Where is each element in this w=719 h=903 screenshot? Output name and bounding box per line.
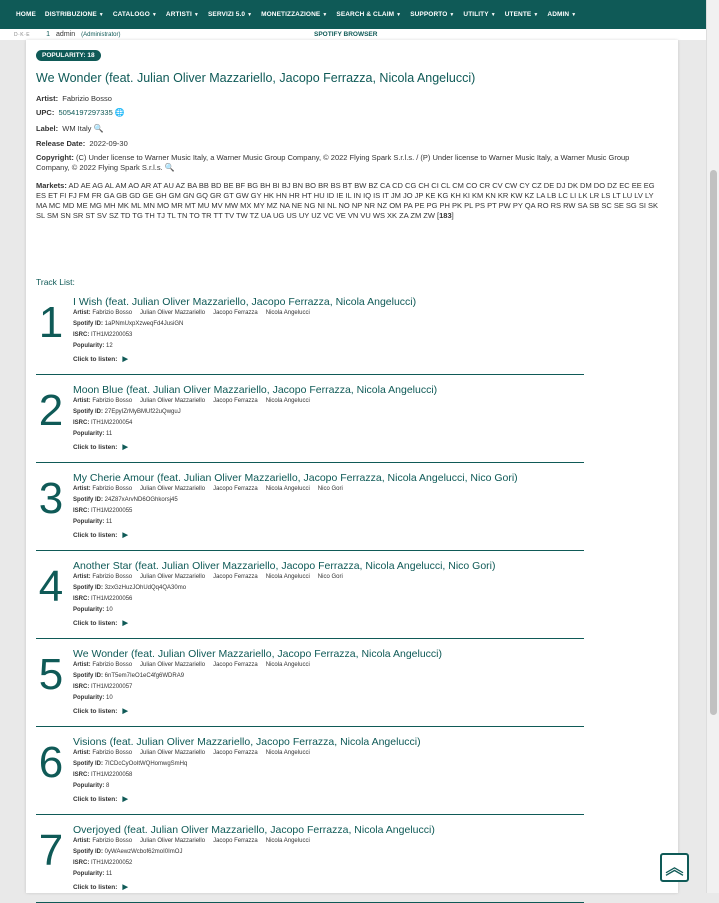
track-artist[interactable]: Jacopo Ferrazza <box>213 750 258 756</box>
track-popularity <box>73 693 442 704</box>
track-popularity-value: 12 <box>106 343 113 349</box>
track-spotify-id <box>73 583 496 594</box>
track-artist[interactable]: Julian Oliver Mazzariello <box>140 310 206 316</box>
track-artist[interactable]: Nicola Angelucci <box>265 750 310 756</box>
caret-down-icon: ▼ <box>571 12 577 18</box>
username[interactable]: admin <box>56 31 76 38</box>
track-spotify-id-label: Spotify ID: <box>73 497 103 503</box>
nav-item-label: HOME <box>16 11 36 18</box>
nav-item-label: CATALOGO <box>112 11 150 18</box>
release-label: Release Date: <box>36 139 86 148</box>
track-isrc <box>73 506 518 517</box>
track-isrc-label: ISRC: <box>73 332 90 338</box>
track-popularity-label: Popularity: <box>73 783 105 789</box>
track-spotify-id <box>73 671 442 682</box>
track-spotify-id <box>73 319 416 330</box>
album-markets-row: Markets: AD AE AG AL AM AO AR AT AU AZ BA BB BD BE BF BG BH BI BJ BN BO BR BS BT BW BZ CA CD CG CH CI CL CM CO CR CV CW CY CZ DE DJ DK DM DO DZ EC EE EG ES ET FI FJ FM FR GA GB GD GE GH GM GN GQ GR GT GW GY HK HN HR HT HU ID IE IL IN IQ IS IT JM JO JP KE KG KH KI KM KN KR KW KZ LA LB LC LI LK LR LS LT LU LV LY MA MC MD ME MG MH MK ML MN MO MR MT MU MV MW MX MY MZ NA NE NG NI NL NO NP NR NZ OM PA PE PG PH PK PL PS PT PW PY QA RO RS RW SA SB SC SE SG SI SK SL SM SN SR ST SV SZ TD TG TH TJ TL TN TO TR TT TV TW TZ UA UG US UY UZ VC VE VN VU WS XK ZA ZM ZW [183] <box>36 181 659 220</box>
track-spotify-id-label: Spotify ID: <box>73 761 103 767</box>
track-artist[interactable]: Nicola Angelucci <box>265 662 310 668</box>
track-artist[interactable]: Nicola Angelucci <box>265 574 310 580</box>
track-isrc-label: ISRC: <box>73 508 90 514</box>
track-isrc <box>73 594 496 605</box>
track-isrc <box>73 682 442 693</box>
markets-label: Markets: <box>36 181 67 190</box>
track-details <box>73 471 518 539</box>
nav-item-search-claim[interactable] <box>336 11 401 18</box>
track-title[interactable]: My Cherie Amour (feat. Julian Oliver Mazzariello, Jacopo Ferrazza, Nicola Angelucci, Nico Gori) <box>73 472 518 484</box>
top-navbar <box>0 0 706 29</box>
track-artists <box>73 660 442 671</box>
track-title[interactable]: Another Star (feat. Julian Oliver Mazzariello, Jacopo Ferrazza, Nicola Angelucci, Nico Gori) <box>73 560 496 572</box>
track-details <box>73 383 437 451</box>
track-artist[interactable]: Jacopo Ferrazza <box>213 310 258 316</box>
track-isrc-label: ISRC: <box>73 772 90 778</box>
play-icon[interactable]: ▶ <box>122 444 128 451</box>
track-popularity-value: 11 <box>106 519 113 525</box>
track-details <box>73 647 442 715</box>
track-artist[interactable]: Nicola Angelucci <box>265 310 310 316</box>
track-artists <box>73 484 518 495</box>
track-details <box>73 559 496 627</box>
track-popularity-label: Popularity: <box>73 431 105 437</box>
track-artist[interactable]: Jacopo Ferrazza <box>213 486 258 492</box>
track-popularity-value: 11 <box>106 431 113 437</box>
play-icon[interactable]: ▶ <box>122 796 128 803</box>
track-artist[interactable]: Nico Gori <box>317 574 343 580</box>
track-number: 1 <box>38 298 64 347</box>
play-icon[interactable]: ▶ <box>122 708 128 715</box>
nav-item-label: SEARCH & CLAIM <box>336 11 395 18</box>
track-popularity-label: Popularity: <box>73 343 105 349</box>
track-popularity <box>73 517 518 528</box>
markets-value: AD AE AG AL AM AO AR AT AU AZ BA BB BD BE BF BG BH BI BJ BN BO BR BS BT BW BZ CA CD CG CH CI CL CM CO CR CV CW CY CZ DE DJ DK DM DO DZ EC EE EG ES ET FI FJ FM FR GA GB GD GE GH GM GN GQ GR GT GW GY HK HN HR HT HU ID IE IL IN IQ IS IT JM JO JP KE KG KH KI KM KN KR KW KZ LA LB LC LI LK LR LS LT LU LV LY MA MC MD ME MG MH MK ML MN MO MR MT MU MV MW MX MY MZ NA NE NG NI NL NO NP NR NZ OM PA PE PG PH PK PL PS PT PW PY QA RO RS RW SA SB SC SE SG SI SK SL SM SN SR ST SV SZ TD TG TH TJ TL TN TO TR TT TV TW TZ UA UG US UY UZ VC VE VN VU WS XK ZA ZM ZW <box>36 181 659 220</box>
album-upc-row <box>36 108 125 118</box>
caret-down-icon: ▼ <box>247 12 253 18</box>
track-isrc <box>73 858 435 869</box>
track-listen <box>73 443 437 451</box>
track-listen <box>73 531 518 539</box>
track-artists-label: Artist: <box>73 486 91 492</box>
track-artist[interactable]: Julian Oliver Mazzariello <box>140 662 206 668</box>
track-item <box>36 471 584 551</box>
play-icon[interactable]: ▶ <box>122 532 128 539</box>
track-title[interactable]: Visions (feat. Julian Oliver Mazzariello, Jacopo Ferrazza, Nicola Angelucci) <box>73 736 421 748</box>
tracklist-heading: Track List: <box>36 277 75 287</box>
copyright-label: Copyright: <box>36 153 74 162</box>
nav-item-utility[interactable] <box>463 11 495 18</box>
track-popularity-label: Popularity: <box>73 519 105 525</box>
notification-count[interactable]: 1 <box>46 31 51 38</box>
nav-item-artisti[interactable] <box>166 11 199 18</box>
track-popularity-value: 11 <box>106 871 113 877</box>
track-number: 4 <box>38 562 64 611</box>
play-icon[interactable]: ▶ <box>122 884 128 891</box>
nav-item-monetizzazione[interactable] <box>261 11 327 18</box>
track-spotify-id-label: Spotify ID: <box>73 321 103 327</box>
album-release-row <box>36 139 128 149</box>
artist-label: Artist: <box>36 94 59 103</box>
scroll-to-top-button[interactable] <box>660 853 689 882</box>
track-artists-label: Artist: <box>73 750 91 756</box>
track-artist[interactable]: Jacopo Ferrazza <box>213 838 258 844</box>
track-title[interactable]: Overjoyed (feat. Julian Oliver Mazzariello, Jacopo Ferrazza, Nicola Angelucci) <box>73 824 435 836</box>
listen-label: Click to listen: <box>73 620 118 627</box>
track-isrc <box>73 770 421 781</box>
track-isrc <box>73 418 437 429</box>
track-isrc-value: ITH1M2200055 <box>91 508 133 514</box>
nav-item-label: SERVIZI 5.0 <box>207 11 246 18</box>
page-title: SPOTIFY BROWSER <box>314 31 378 38</box>
listen-label: Click to listen: <box>73 444 118 451</box>
nav-item-label: ADMIN <box>547 11 570 18</box>
listen-label: Click to listen: <box>73 356 118 363</box>
track-popularity-value: 10 <box>106 607 113 613</box>
listen-label: Click to listen: <box>73 708 118 715</box>
listen-label: Click to listen: <box>73 532 118 539</box>
track-artist[interactable]: Jacopo Ferrazza <box>213 662 258 668</box>
track-artists <box>73 308 416 319</box>
track-isrc-value: ITH1M2200057 <box>91 684 133 690</box>
track-artists <box>73 748 421 759</box>
track-artist[interactable]: Julian Oliver Mazzariello <box>140 574 206 580</box>
label-label: Label: <box>36 124 59 133</box>
track-artist[interactable]: Julian Oliver Mazzariello <box>140 838 206 844</box>
track-artists <box>73 836 435 847</box>
track-spotify-id-value: 24Z87xArvND6OGhkorsj45 <box>104 497 178 503</box>
track-number: 3 <box>38 474 64 523</box>
track-artist[interactable]: Julian Oliver Mazzariello <box>140 750 206 756</box>
track-artist[interactable]: Nicola Angelucci <box>265 838 310 844</box>
search-icon[interactable]: 🔍 <box>93 124 104 133</box>
track-artists-label: Artist: <box>73 310 91 316</box>
nav-item-label: UTILITY <box>463 11 489 18</box>
track-isrc-label: ISRC: <box>73 420 90 426</box>
brand-logo[interactable]: D·K·E <box>14 31 31 38</box>
track-isrc-value: ITH1M2200053 <box>91 332 133 338</box>
track-spotify-id-label: Spotify ID: <box>73 673 103 679</box>
listen-label: Click to listen: <box>73 884 118 891</box>
nav-item-label: UTENTE <box>504 11 532 18</box>
search-icon[interactable]: 🔍 <box>164 163 175 172</box>
nav-item-home[interactable] <box>16 11 36 18</box>
track-artists <box>73 396 437 407</box>
track-artist[interactable]: Fabrizio Bosso <box>92 662 133 668</box>
nav-item-servizi-5-0[interactable] <box>208 11 252 18</box>
caret-down-icon: ▼ <box>396 12 402 18</box>
track-spotify-id-value: 0yWAewzWcbof62moI0ImOJ <box>104 849 183 855</box>
track-popularity-value: 10 <box>106 695 113 701</box>
copyright-value: (C) Under license to Warner Music Italy, a Warner Music Group Company, © 2022 Flying Spark S.r.l.s. / (P) Under license to Warner Music Italy, a Warner Music Group Company, © 2022 Flying Spark S.r.l.s. <box>36 153 630 172</box>
user-role: (Administrator) <box>81 31 121 38</box>
listen-label: Click to listen: <box>73 796 118 803</box>
nav-item-admin[interactable] <box>547 11 576 18</box>
track-artist[interactable]: Jacopo Ferrazza <box>213 398 258 404</box>
track-isrc-value: ITH1M2200058 <box>91 772 133 778</box>
track-spotify-id <box>73 847 435 858</box>
track-number: 7 <box>38 826 64 875</box>
track-listen <box>73 883 435 891</box>
user-bar <box>0 29 706 40</box>
popularity-badge: POPULARITY: 18 <box>36 50 101 61</box>
track-spotify-id-value: 27EpyIZrMyBMUf22uQwguJ <box>104 409 181 415</box>
nav-item-label: MONETIZZAZIONE <box>261 11 321 18</box>
track-listen <box>73 355 416 363</box>
track-popularity <box>73 605 496 616</box>
track-details <box>73 295 416 363</box>
nav-item-supporto[interactable] <box>410 11 454 18</box>
artist-value: Fabrizio Bosso <box>62 94 112 103</box>
album-copyright-row <box>36 153 664 173</box>
track-popularity <box>73 869 435 880</box>
nav-item-catalogo[interactable] <box>113 11 157 18</box>
track-spotify-id-label: Spotify ID: <box>73 849 103 855</box>
album-artist-row <box>36 94 112 104</box>
track-popularity-label: Popularity: <box>73 871 105 877</box>
track-listen <box>73 795 421 803</box>
track-number: 2 <box>38 386 64 435</box>
track-artist[interactable]: Nicola Angelucci <box>265 486 310 492</box>
track-spotify-id <box>73 407 437 418</box>
track-artist[interactable]: Jacopo Ferrazza <box>213 574 258 580</box>
track-artists <box>73 572 496 583</box>
track-spotify-id <box>73 495 518 506</box>
track-item <box>36 735 584 815</box>
upc-value[interactable]: 5054197297335 <box>58 108 113 117</box>
album-label-row <box>36 124 104 134</box>
track-popularity <box>73 781 421 792</box>
markets-count: 183 <box>439 211 452 220</box>
track-artist[interactable]: Fabrizio Bosso <box>92 310 133 316</box>
track-popularity <box>73 341 416 352</box>
caret-down-icon: ▼ <box>151 12 157 18</box>
track-popularity-value: 8 <box>106 783 110 789</box>
track-details <box>73 823 435 891</box>
track-item <box>36 647 584 727</box>
globe-icon[interactable]: 🌐 <box>114 108 125 117</box>
track-item <box>36 559 584 639</box>
track-artist[interactable]: Julian Oliver Mazzariello <box>140 486 206 492</box>
track-isrc-value: ITH1M2200054 <box>91 420 133 426</box>
track-item <box>36 383 584 463</box>
track-popularity <box>73 429 437 440</box>
track-details <box>73 735 421 803</box>
play-icon[interactable]: ▶ <box>122 356 128 363</box>
track-spotify-id-value: 3zxGzHuzJOhUdQq4QA30mo <box>104 585 187 591</box>
nav-item-distribuzione[interactable] <box>45 11 104 18</box>
nav-item-label: SUPPORTO <box>410 11 448 18</box>
track-artist[interactable]: Fabrizio Bosso <box>92 398 133 404</box>
track-artists-label: Artist: <box>73 838 91 844</box>
caret-down-icon: ▼ <box>98 12 104 18</box>
track-isrc-label: ISRC: <box>73 596 90 602</box>
track-artists-label: Artist: <box>73 398 91 404</box>
track-artist[interactable]: Fabrizio Bosso <box>92 838 133 844</box>
track-artist[interactable]: Nicola Angelucci <box>265 398 310 404</box>
track-spotify-id-label: Spotify ID: <box>73 585 103 591</box>
track-artist[interactable]: Fabrizio Bosso <box>92 750 133 756</box>
track-title[interactable]: Moon Blue (feat. Julian Oliver Mazzariello, Jacopo Ferrazza, Nicola Angelucci) <box>73 384 438 396</box>
track-artists-label: Artist: <box>73 662 91 668</box>
track-artists-label: Artist: <box>73 574 91 580</box>
track-number: 5 <box>38 650 64 699</box>
album-title: We Wonder (feat. Julian Oliver Mazzariello, Jacopo Ferrazza, Nicola Angelucci) <box>36 71 476 85</box>
track-popularity-label: Popularity: <box>73 695 105 701</box>
track-number: 6 <box>38 738 64 787</box>
caret-down-icon: ▼ <box>449 12 455 18</box>
track-spotify-id-value: 7ICDcCyOoItWQHomwgSmHq <box>104 761 188 767</box>
track-isrc <box>73 330 416 341</box>
track-artist[interactable]: Fabrizio Bosso <box>92 486 133 492</box>
track-listen <box>73 619 496 627</box>
nav-item-utente[interactable] <box>505 11 539 18</box>
track-artist[interactable]: Nico Gori <box>317 486 343 492</box>
track-artist[interactable]: Fabrizio Bosso <box>92 574 133 580</box>
track-spotify-id-label: Spotify ID: <box>73 409 103 415</box>
track-isrc-value: ITH1M2200052 <box>91 860 133 866</box>
track-artist[interactable]: Julian Oliver Mazzariello <box>140 398 206 404</box>
track-spotify-id-value: 6nT5em7IeO1eC4fg6WDRA9 <box>104 673 185 679</box>
caret-down-icon: ▼ <box>533 12 539 18</box>
nav-item-label: DISTRIBUZIONE <box>44 11 97 18</box>
track-item <box>36 823 584 903</box>
track-item <box>36 295 584 375</box>
track-popularity-label: Popularity: <box>73 607 105 613</box>
chevron-up-icon: ︽ <box>665 857 684 878</box>
track-spotify-id-value: 1aPNmUxpXzweqFd4JusiGN <box>104 321 184 327</box>
scrollbar-thumb[interactable] <box>710 170 717 715</box>
scrollbar[interactable] <box>706 0 719 893</box>
play-icon[interactable]: ▶ <box>122 620 128 627</box>
upc-label: UPC: <box>36 108 55 117</box>
track-isrc-label: ISRC: <box>73 860 90 866</box>
caret-down-icon: ▼ <box>193 12 199 18</box>
release-value: 2022-09-30 <box>89 139 128 148</box>
nav-item-label: ARTISTI <box>165 11 192 18</box>
track-title[interactable]: We Wonder (feat. Julian Oliver Mazzariello, Jacopo Ferrazza, Nicola Angelucci) <box>73 648 443 660</box>
track-isrc-label: ISRC: <box>73 684 90 690</box>
track-spotify-id <box>73 759 421 770</box>
label-value: WM Italy <box>62 124 92 133</box>
track-listen <box>73 707 442 715</box>
caret-down-icon: ▼ <box>322 12 328 18</box>
caret-down-icon: ▼ <box>490 12 496 18</box>
track-isrc-value: ITH1M2200056 <box>91 596 133 602</box>
track-title[interactable]: I Wish (feat. Julian Oliver Mazzariello, Jacopo Ferrazza, Nicola Angelucci) <box>73 296 417 308</box>
